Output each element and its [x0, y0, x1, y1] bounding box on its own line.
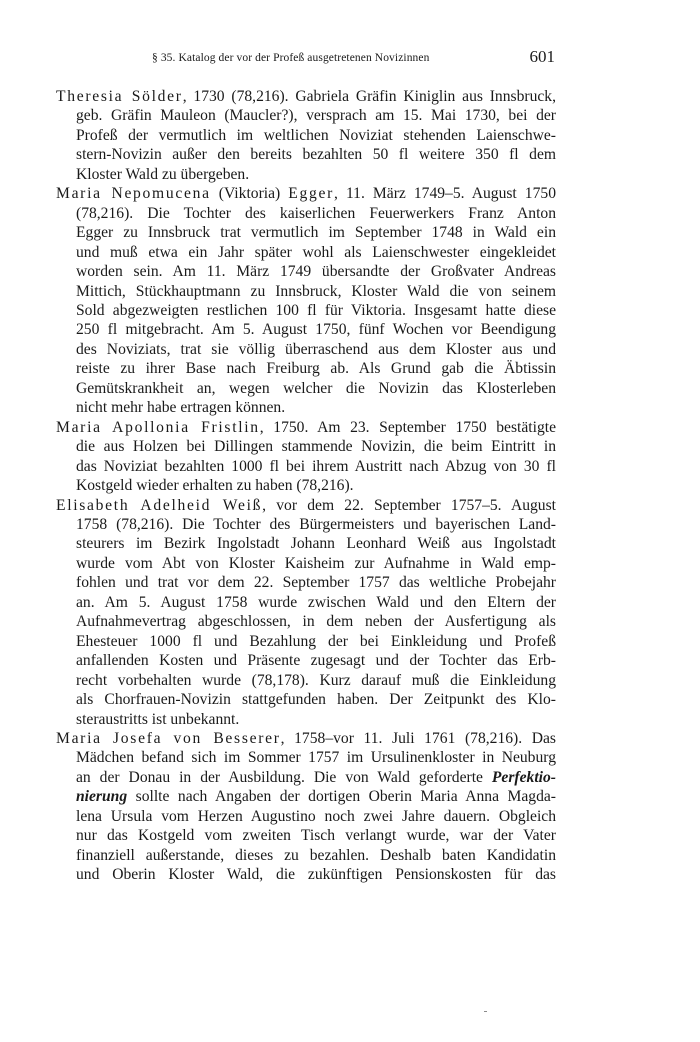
entry-line: Maria Apollonia Fristlin, 1750. Am 23. September 1750 bestätigte [56, 418, 556, 436]
entry-line: Kostgeld wieder erhalten zu haben (78,216). [76, 477, 354, 495]
entry-line: Gemütskrankheit an, wegen welcher die Novizin das Klosterleben [76, 379, 556, 397]
entry-name: Maria Apollonia Fristlin [56, 418, 260, 436]
entry-line: Sold abgezweigten restlichen 100 fl für Viktoria. Insgesamt hatte diese [76, 301, 556, 319]
entry-line: und Oberin Kloster Wald, die zukünftigen Pensionskosten für das [76, 866, 556, 884]
catalog-entry [56, 496, 556, 729]
entry-line: des Noviziats, trat sie völlig überraschend aus dem Kloster aus und [76, 340, 556, 358]
entry-line: reiste zu ihrer Base nach Freiburg ab. Als Grund gab die Äbtissin [76, 360, 556, 378]
entry-line: Ehesteuer 1000 fl und Bezahlung der bei Einkleidung und Profeß [76, 632, 556, 650]
catalog-entry [56, 184, 556, 417]
entry-name: Elisabeth Adelheid Weiß [56, 496, 263, 514]
catalog-entry [56, 87, 556, 184]
entry-line: Mädchen befand sich im Sommer 1757 im Ursulinenkloster in Neuburg [76, 749, 556, 767]
entry-line: nur das Kostgeld vom zweiten Tisch verlangt wurde, war der Vater [76, 827, 556, 845]
entry-line: finanziell außerstande, dieses zu bezahlen. Deshalb baten Kandidatin [76, 846, 556, 864]
entry-name: Maria Josefa von Besserer [56, 729, 281, 747]
entry-line: Maria Nepomucena (Viktoria) Egger, 11. März 1749–5. August 1750 [56, 185, 556, 203]
italic-term: Perfektio- [491, 768, 556, 786]
running-header [0, 49, 700, 69]
entry-name: Theresia Sölder [56, 88, 183, 105]
entry-line: nierung sollte nach Angaben der dortigen Oberin Maria Anna Magda- [76, 788, 556, 806]
entry-line: worden sein. Am 11. März 1749 übersandte der Großvater Andreas [76, 263, 556, 281]
entry-line: Egger zu Innsbruck trat vermutlich im September 1748 in Wald ein [76, 224, 556, 242]
entry-line: steraustritts ist unbekannt. [76, 710, 240, 728]
entry-line: die aus Holzen bei Dillingen stammende Novizin, die beim Eintritt in [76, 438, 556, 456]
entry-line: als Chorfrauen-Novizin stattgefunden haben. Der Zeitpunkt des Klo- [76, 691, 556, 709]
entry-line: Kloster Wald zu übergeben. [76, 165, 250, 183]
entry-line: fohlen und trat vor dem 22. September 1757 das weltliche Probejahr [76, 574, 556, 592]
entry-line: Aufnahmevertrag abgeschlossen, in dem neben der Ausfertigung als [76, 613, 556, 631]
entry-line: Maria Josefa von Besserer, 1758–vor 11. Juli 1761 (78,216). Das [56, 729, 557, 747]
entry-line: anfallenden Kosten und Präsente zugesagt und der Tochter das Erb- [76, 652, 556, 670]
entry-surname: Egger [288, 185, 334, 203]
entry-line: (78,216). Die Tochter des kaiserlichen Feuerwerkers Franz Anton [76, 204, 556, 222]
entry-line: 1758 (78,216). Die Tochter des Bürgermeisters und bayerischen Land- [76, 515, 556, 533]
entry-line: wurde vom Abt von Kloster Kaisheim zur Aufnahme in Wald emp- [76, 554, 556, 572]
entry-line: lena Ursula vom Herzen Augustino noch zwei Jahre dauern. Obgleich [76, 807, 556, 825]
catalog-entry [56, 418, 556, 496]
running-title: § 35. Katalog der vor der Profeß ausgetretenen Novizinnen [152, 52, 430, 64]
entry-line: stern-Novizin außer den bereits bezahlten 50 fl weitere 350 fl dem [76, 146, 556, 164]
entry-line: Elisabeth Adelheid Weiß, vor dem 22. September 1757–5. August [56, 496, 556, 514]
entry-line: Mittich, Stückhauptmann zu Innsbruck, Kloster Wald die von seinem [76, 282, 556, 300]
entry-line: 250 fl mitgebracht. Am 5. August 1750, fünf Wochen vor Beendigung [76, 321, 556, 339]
page-number: 601 [529, 47, 555, 66]
entry-line: geb. Gräfin Mauleon (Maucler?), versprach am 15. Mai 1730, bei der [76, 107, 556, 125]
catalog-text [56, 87, 556, 885]
entry-line: nicht mehr habe ertragen können. [76, 399, 286, 417]
entry-line: das Noviziat bezahlten 1000 fl bei ihrem Austritt nach Abzug von 30 fl [76, 457, 556, 475]
entry-line: an. Am 5. August 1758 wurde zwischen Wald und den Eltern der [76, 593, 556, 611]
italic-term: nierung [76, 788, 128, 806]
scan-speck [484, 1011, 487, 1012]
entry-name: Maria Nepomucena [56, 185, 211, 203]
entry-line: Profeß der vermutlich im weltlichen Noviziat stehenden Laienschwe- [76, 126, 556, 144]
entry-line: Theresia Sölder, 1730 (78,216). Gabriela Gräfin Kiniglin aus Innsbruck, [56, 88, 556, 105]
entry-line: steurers im Bezirk Ingolstadt Johann Leonhard Weiß aus Ingolstadt [76, 535, 556, 553]
entry-line: recht vorbehalten wurde (78,178). Kurz darauf muß die Einkleidung [76, 671, 556, 689]
entry-line: an der Donau in der Ausbildung. Die von Wald geforderte Perfektio- [76, 768, 556, 786]
catalog-entry [56, 729, 556, 885]
entry-line: und muß etwa ein Jahr später wohl als Laienschwester eingekleidet [76, 243, 556, 261]
